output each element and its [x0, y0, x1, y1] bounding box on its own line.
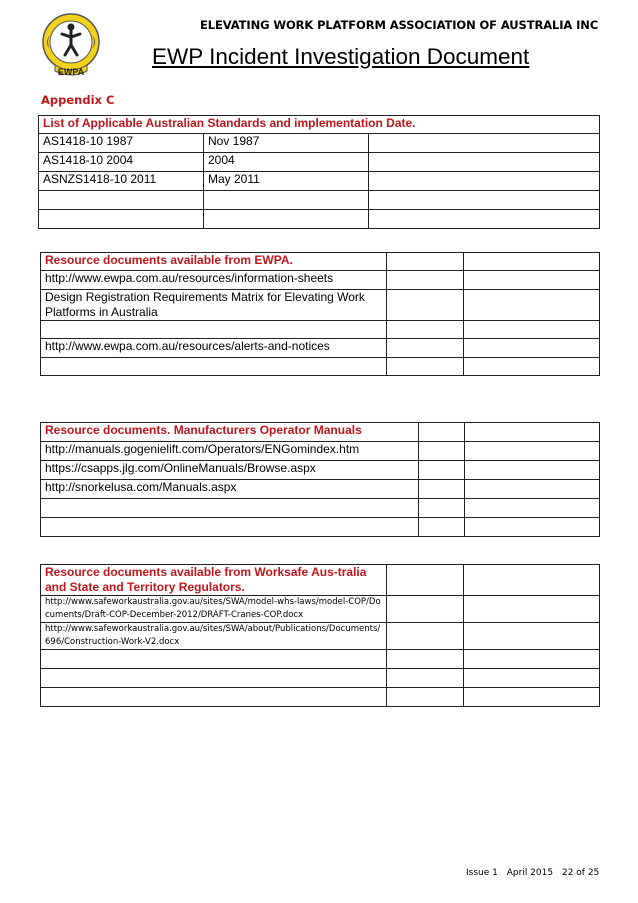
table-row [39, 172, 600, 191]
ewpa-logo [40, 13, 102, 79]
blank-cell [369, 134, 600, 153]
table-row [41, 423, 600, 442]
blank-cell [204, 210, 369, 229]
table-row [41, 669, 600, 688]
blank-cell [369, 153, 600, 172]
appendix-label: Appendix C [41, 93, 115, 107]
blank-cell [369, 172, 600, 191]
standards-table [38, 115, 600, 229]
table-row [41, 596, 600, 623]
table-row [41, 650, 600, 669]
table-row [41, 565, 600, 596]
standard-name: ASNZS1418-10 2011 [39, 172, 204, 191]
table-row [39, 191, 600, 210]
blank-cell [41, 688, 387, 707]
standard-name: AS1418-10 2004 [39, 153, 204, 172]
table-row [41, 253, 600, 271]
resource-link[interactable]: https://csapps.jlg.com/OnlineManuals/Browse.aspx [41, 461, 419, 480]
blank-cell [204, 191, 369, 210]
implementation-date: 2004 [204, 153, 369, 172]
resource-link[interactable]: http://manuals.gogenielift.com/Operators/ENGomindex.htm [41, 442, 419, 461]
blank-cell [41, 358, 387, 376]
implementation-date: Nov 1987 [204, 134, 369, 153]
blank-cell [41, 669, 387, 688]
blank-cell [41, 321, 387, 339]
resource-title: Design Registration Requirements Matrix for Elevating Work Platforms in Australia [41, 290, 387, 321]
blank-cell [369, 191, 600, 210]
table-row [39, 210, 600, 229]
table-row [41, 339, 600, 358]
page-number: 22 of 25 [561, 868, 600, 878]
document-title: EWP Incident Investigation Document [152, 44, 530, 69]
table-row [41, 623, 600, 650]
ewpa-resources-heading: Resource documents available from EWPA. [41, 253, 387, 271]
table-row [41, 271, 600, 290]
implementation-date: May 2011 [204, 172, 369, 191]
resource-link[interactable]: http://www.ewpa.com.au/resources/information-sheets [41, 271, 387, 290]
organization-name: ELEVATING WORK PLATFORM ASSOCIATION OF AUSTRALIA INC [200, 18, 599, 32]
standard-name: AS1418-10 1987 [39, 134, 204, 153]
issue-date: April 2015 [506, 868, 554, 878]
resource-link[interactable]: http://www.ewpa.com.au/resources/alerts-and-notices [41, 339, 387, 358]
table-row [41, 480, 600, 499]
table-row [41, 688, 600, 707]
table-row [41, 321, 600, 339]
resource-link[interactable]: http://www.safeworkaustralia.gov.au/sites/SWA/about/Publications/Documents/696/Construction-Work-V2.docx [41, 623, 387, 650]
blank-cell [41, 650, 387, 669]
table-row [41, 499, 600, 518]
blank-cell [41, 518, 419, 537]
table-row [41, 290, 600, 321]
standards-heading: List of Applicable Australian Standards and implementation Date. [39, 116, 600, 134]
manufacturer-manuals-table [40, 422, 600, 537]
regulator-resources-heading: Resource documents available from Worksafe Aus-tralia and State and Territory Regulators. [41, 565, 387, 596]
table-row [41, 442, 600, 461]
issue-label: Issue 1 [466, 868, 498, 878]
blank-cell [39, 191, 204, 210]
logo-text: EWPA [57, 67, 85, 77]
resource-link[interactable]: http://snorkelusa.com/Manuals.aspx [41, 480, 419, 499]
ewpa-resources-table [40, 252, 600, 376]
blank-cell [369, 210, 600, 229]
table-row [41, 518, 600, 537]
blank-cell [39, 210, 204, 229]
page-footer [466, 868, 605, 878]
table-row [39, 134, 600, 153]
blank-cell [41, 499, 419, 518]
table-row [41, 461, 600, 480]
manufacturer-manuals-heading: Resource documents. Manufacturers Operator Manuals [41, 423, 419, 442]
resource-link[interactable]: http://www.safeworkaustralia.gov.au/sites/SWA/model-whs-laws/model-COP/Documents/Draft-COP-December-2012/DRAFT-Cranes-COP.docx [41, 596, 387, 623]
regulator-resources-table [40, 564, 600, 707]
table-row [41, 358, 600, 376]
table-row [39, 153, 600, 172]
